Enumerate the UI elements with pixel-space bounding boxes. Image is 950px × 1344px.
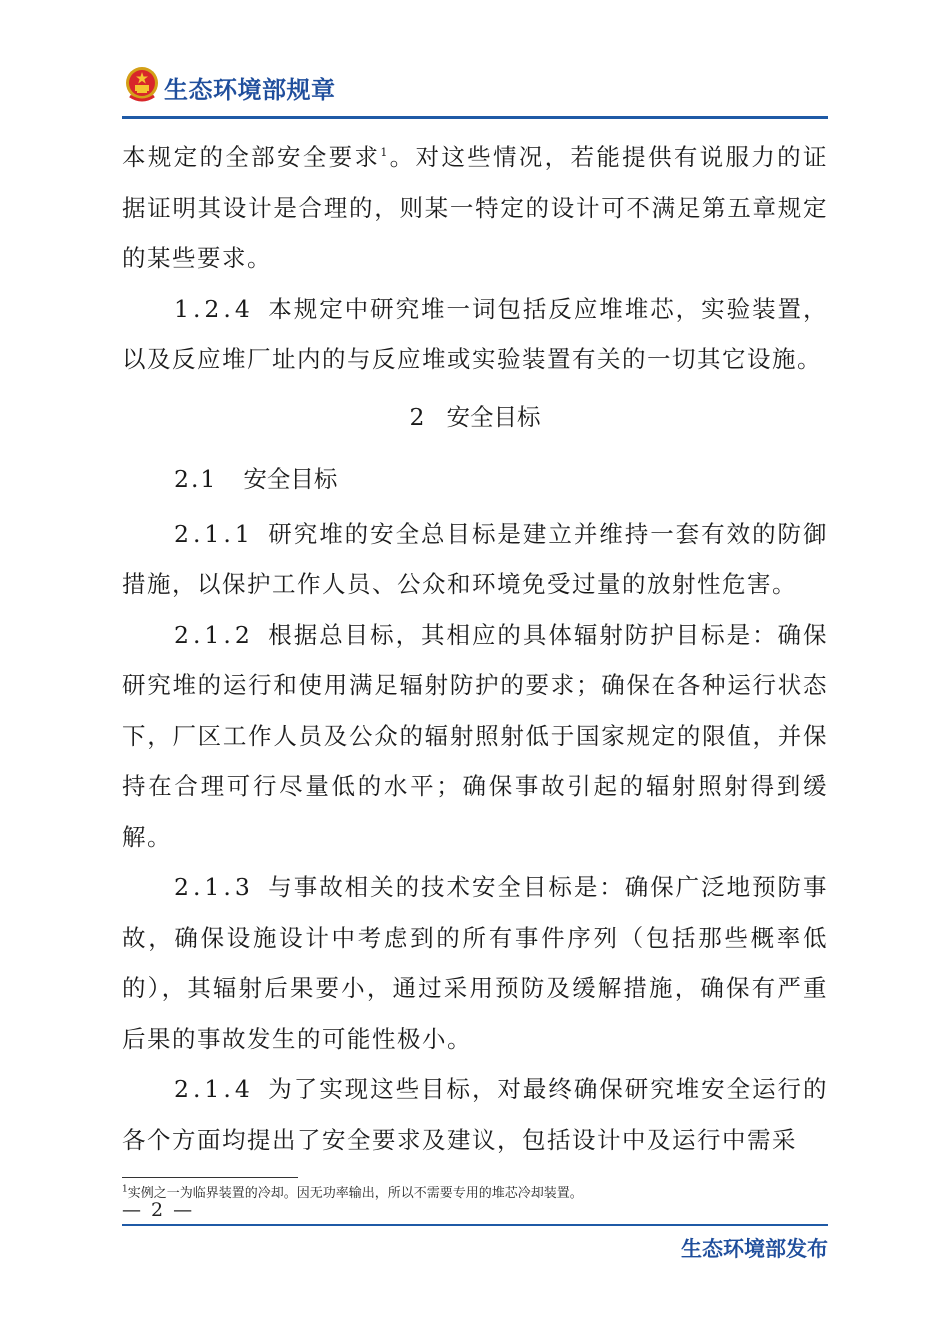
- footnote-mark: 1: [122, 1184, 128, 1195]
- clause-number: 2.1.2: [174, 620, 254, 649]
- paragraph-continued: [122, 132, 828, 284]
- clause-text: 本规定中研究堆一词包括反应堆堆芯，实验装置，以及反应堆厂址内的与反应堆或实验装置有关的一切其它设施。: [122, 294, 828, 373]
- header-title: 生态环境部规章: [164, 76, 336, 104]
- subsection-number: 2.1: [174, 464, 218, 493]
- clause-2-1-4: [122, 1064, 828, 1165]
- clause-text: 根据总目标，其相应的具体辐射防护目标是：确保研究堆的运行和使用满足辐射防护的要求；确保在各种运行状态下，厂区工作人员及公众的辐射照射低于国家规定的限值，并保持在合理可行尽量低的水平；确保事故引起的辐射照射得到缓解。: [122, 620, 828, 851]
- clause-text: 研究堆的安全总目标是建立并维持一套有效的防御措施，以保护工作人员、公众和环境免受过量的放射性危害。: [122, 519, 828, 598]
- clause-2-1-2: [122, 610, 828, 863]
- section-heading: [122, 385, 828, 449]
- section-number: 2: [409, 402, 425, 431]
- header-divider: [122, 116, 828, 119]
- clause-text: 为了实现这些目标，对最终确保研究堆安全运行的各个方面均提出了安全要求及建议，包括设计中及运行中需采: [122, 1075, 828, 1154]
- footnote-divider: [122, 1177, 298, 1178]
- footer-divider: [122, 1224, 828, 1226]
- clause-number: 1.2.4: [174, 294, 254, 323]
- clause-2-1-1: [122, 509, 828, 610]
- page-header: [122, 62, 828, 118]
- paragraph-text-rest: 。对这些情况，若能提供有说服力的证据证明其设计是合理的，则某一特定的设计可不满足第五章规定的某些要求。: [122, 143, 829, 272]
- document-body: [122, 132, 828, 1165]
- clause-number: 2.1.4: [174, 1075, 254, 1103]
- clause-text: 与事故相关的技术安全目标是：确保广泛地预防事故，确保设施设计中考虑到的所有事件序列（包括那些概率低的），其辐射后果要小，通过采用预防及缓解措施，确保有严重后果的事故发生的可能性极小。: [122, 873, 828, 1053]
- footnote-text: 实例之一为临界装置的冷却。因无功率输出，所以不需要专用的堆芯冷却装置。: [127, 1186, 583, 1201]
- subsection-heading: [122, 449, 828, 509]
- paragraph-text: 本规定的全部安全要求: [122, 143, 381, 171]
- footnote-reference[interactable]: 1: [380, 146, 389, 160]
- clause-2-1-3: [122, 862, 828, 1064]
- page-number: — 2 —: [122, 1199, 195, 1221]
- national-emblem-icon: [125, 66, 159, 102]
- footer-publisher: 生态环境部发布: [681, 1237, 828, 1261]
- subsection-title: 安全目标: [243, 464, 338, 493]
- clause-number: 2.1.3: [174, 873, 254, 901]
- clause-1-2-4: [122, 284, 828, 385]
- section-title: 安全目标: [446, 402, 541, 431]
- clause-number: 2.1.1: [174, 519, 254, 548]
